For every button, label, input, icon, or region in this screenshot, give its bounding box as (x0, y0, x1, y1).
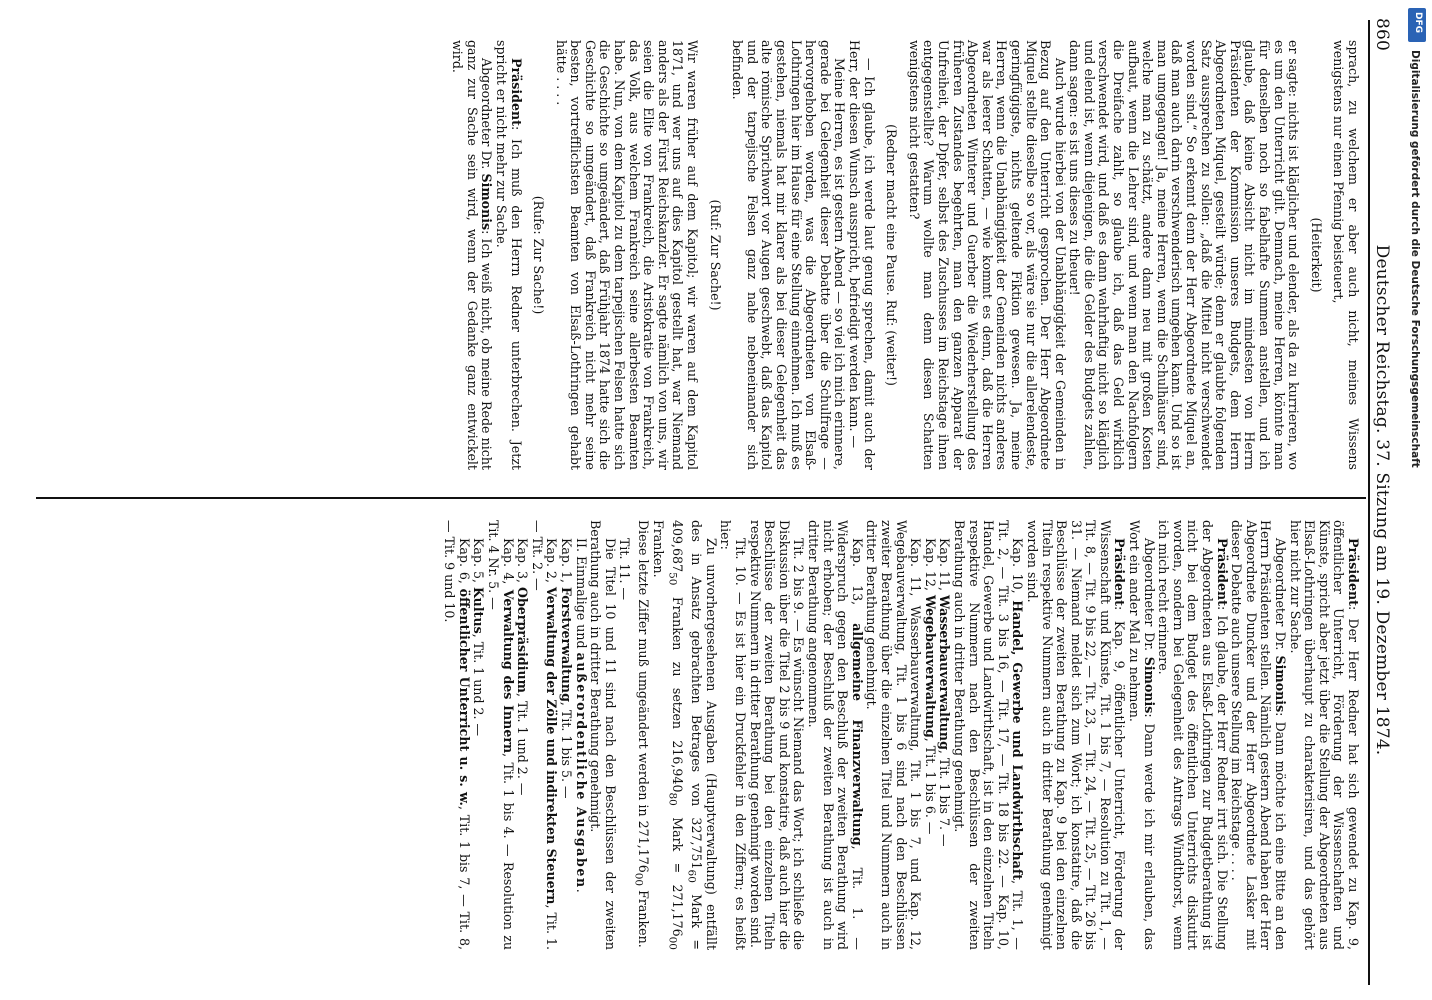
paragraph: sprach, zu welchem er aber auch nicht, meines Wissens wenigstens nur einen Pfennig beisteuert, (1331, 40, 1361, 470)
page-number: 860 (1372, 18, 1392, 52)
paragraph: Präsident: Ich muß den Herrn Redner unterbrechen. Jetzt spricht er nicht mehr zur Sache. (493, 40, 524, 470)
column-divider (36, 497, 1366, 499)
paragraph: Tit. 10. — Es ist hier ein Druckfehler in den Ziffern; es heißt hier: (718, 520, 749, 950)
paragraph: (Redner macht eine Pause. Ruf: (weiter!) (884, 124, 900, 386)
right-column (442, 520, 1360, 950)
paragraph: II. Einmalige und außerordentliche Ausgaben. (573, 538, 589, 893)
paragraph: Kap. 12, Wegebauverwaltung, Tit. 1 bis 6. — (922, 538, 938, 835)
paragraph: Kap. 3, Oberpräsidium, Tit. 1 und 2. — (515, 538, 531, 796)
paragraph: (Ruf: Zur Sache!) (707, 199, 723, 311)
paragraph: — Ich glaube, ich werde laut genug sprechen, damit auch der Herr, der diesen Wunsch ausspricht, befriedigt werden kann. — (847, 40, 877, 470)
paragraph: Kap. 6, öffentlicher Unterricht u. s. w., Tit. 1 bis 7, — Tit. 8, — Tit. 9 und 10. (442, 520, 472, 950)
header-rule (1368, 20, 1370, 985)
paragraph: Präsident: Ich glaube, der Herr Redner irrt sich. Die Stellung der Abgeordneten aus Elsaß-Lothringen zur Budgetberathung ist nicht bei dem Budget des öffentlichen Unterrichts diskutirt worden, sondern bei Gelegenheit des Antrags Windthorst, wenn ich mich recht erinnere. (1156, 520, 1230, 950)
paragraph: Präsident: Kap. 9, öffentlicher Unterricht, Förderung der Wissenschaft und Künste, Tit. 1 bis 7, — Resolution zu Tit. 1, — Tit. 8, — Tit. 9 bis 22, — Tit. 23, — Tit. 24, — Tit. 25, — Tit. 26 bis 31. — Niemand meldet sich zum Wort; ich konstatire, daß die Beschlüsse der zweiten Berathung zu Kap. 9 bei den einzelnen Titeln respektive Nummern auch in dritter Berathung genehmigt worden sind. (1024, 520, 1128, 950)
paragraph: (Rufe: Zur Sache!) (531, 195, 547, 315)
paragraph: Zu unvorhergesehenen Ausgaben (Hauptverwaltung) entfällt des in Ansatz gebrachten Betrages von $327,751_{60}$ Mark = $409,687_{50}$ Franken zu setzen $216,940_{80}$ Mark = $271,176_{00}$ Franken. (651, 520, 719, 950)
paragraph: Kap. 13, allgemeine Finanzverwaltung, Tit. 1. — Widerspruch gegen den Beschluß der zweiten Berathung wird nicht erhoben; der Beschluß der zweiten Berathung ist auch in dritter Berathung angenommen. (806, 520, 865, 950)
paragraph: Abgeordneter Dr. Simonis: Dann werde ich mir erlauben, das Wort ein ander Mal zu nehmen. (1127, 520, 1157, 950)
paragraph: Kap. 5, Kultus, Tit. 1 und 2. — (471, 538, 487, 737)
paragraph: Präsident: Der Herr Redner hat sich gewendet zu Kap. 9, öffentlicher Unterricht, Förderung der Wissenschaften und Künste, spricht aber jetzt über die Stellung der Abgeordneten aus Elsaß-Lothringen überhaupt zu charakterisiren, und das gehört hier nicht zur Sache. (1287, 520, 1361, 950)
paragraph: (Heiterkeit) (1308, 217, 1324, 293)
paragraph: Abgeordneter Dr. Simonis: Dann möchte ich eine Bitte an den Herrn Präsidenten stellen. Nämlich gestern Abend haben der Herr Abgeordnete Duncker und der Herr Abgeordnete Lasker mit dieser Debatte auch unsere Stellung im Reichstage . . . . (1229, 520, 1289, 950)
paragraph: Kap. 11, Wasserbauverwaltung, Tit. 1 bis 7. — (937, 538, 953, 847)
paragraph: Abgeordneter Dr. Simonis: Ich weiß nicht, ob meine Rede nicht ganz zur Sache sein wird, wenn der Gedanke ganz entwickelt wird. (450, 40, 495, 470)
dfg-logo-text: DFG (1413, 12, 1423, 34)
paragraph: Kap. 1, Forstverwaltung, Tit. 1 bis 5. — (558, 538, 574, 799)
digitization-credit-text: Digitalisierung gefördert durch die Deutsche Forschungsgemeinschaft (1409, 50, 1421, 468)
paragraph: Kap. 10, Handel, Gewerbe und Landwirthschaft, Tit. 1, — Tit. 2, — Tit. 3 bis 16, — Tit. 17, — Tit. 18 bis 22. — Kap. 10, Handel, Gewerbe und Landwirthschaft, ist in den einzelnen Titeln respektive Nummern nach den Beschlüssen der zweiten Berathung auch in dritter Berathung genehmigt. (951, 520, 1026, 950)
paragraph: Tit. 2 bis 9. — Es wünscht Niemand das Wort; ich schließe die Diskussion über die Titel 2 bis 9 und konstatire, daß auch hier die Beschlüsse der zweiten Berathung bei den einzelnen Titeln respektive Nummern in dritter Berathung genehmigt worden sind. (747, 520, 807, 950)
paragraph: Wir waren früher auf dem Kapitol; wir waren auf dem Kapitol 1871, und wer uns auf dies Kapitol gestellt hat, war Niemand anders als der Fürst Reichskanzler. Er sagte nämlich von uns, wir seien die Elite von Frankreich, die Aristokratie von Frankreich, das Volk, aus welchem Frankreich seine allerbesten Beamten habe. Nun, von dem Kapitol zu dem tarpejischen Felsen hatte sich die Geschichte so umgeändert, daß Frühjahr 1874 hatte sich die Geschichte so umgeändert, daß Frankreich nicht mehr seine besten, vortrefflichsten Beamten von Elsaß-Lothringen gehabt hätte . . . . (553, 40, 701, 470)
left-column (450, 40, 1360, 470)
paragraph: Kap. 2, Verwaltung der Zölle und indirekten Steuern, Tit. 1. — Tit. 2. — (529, 520, 560, 950)
paragraph: Kap. 4, Verwaltung des Innern, Tit. 1 bis 4. — Resolution zu Tit. 4 Nr. 5. — (486, 520, 516, 950)
paragraph: Meine Herren, es ist gestern Abend — so viel ich mich erinnere, gerade bei Gelegenheit dieser Debatte über die Schulfrage — hervorgehoben worden, was die Abgeordneten von Elsaß-Lothringen hier im Hause für eine Stellung einnehmen. Ich muß es gestehen, niemals hat mir klarer als bei dieser Gelegenheit das alte römische Sprichwort vor Augen geschwebt, daß das Kapitol und der tarpejische Felsen ganz nahe nebeneinander sich befinden. (730, 40, 848, 470)
digitization-credit (1405, 0, 1425, 1000)
paragraph: Die Titel 10 und 11 sind nach den Beschlüssen der zweiten Berathung auch in dritter Berathung genehmigt. (588, 520, 618, 950)
paragraph: Tit. 11. — (617, 538, 633, 601)
paragraph: Auch wurde hierbei von der Unabhängigkeit der Gemeinden in Bezug auf den Unterricht gesprochen. Der Herr Abgeordnete Miquel stellte dieselbe so vor, als wäre sie nur die allerelendeste, geringfügigste, nichts geltende Fiktion gewesen. Ja, meine Herren, wenn die Unabhängigkeit der Gemeinden nichts anderes war als leerer Schatten, — wie kommt es denn, daß die Herren Abgeordneten Winterer und Guerber die Wiederherstellung des früheren Zustandes begehrten, man den ganzen Apparat der Unfreiheit, der Dpfer, selbst des Zuschusses im Reichstage ihnen entgegenstellte? Warum wollte man denn diesen Schatten wenigstens nicht gestatten? (906, 40, 1068, 470)
paragraph: Kap. 11, Wasserbauverwaltung, Tit. 1 bis 7, und Kap. 12, Wegebauverwaltung, Tit. 1 bis 6 sind nach den Beschlüssen zweiter Berathung über die einzelnen Titel und Nummern auch in dritter Berathung genehmigt. (864, 520, 924, 950)
paragraph: Diese letzte Ziffer muß umgeändert werden in $271,176_{00}$ Franken. (632, 520, 652, 948)
paragraph: er sagte: nichts ist kläglicher und elender, als da zu kurrieren, wo es um den Unterricht gilt. Demnach, meine Herren, könnte man für denselben noch so fabelhafte Summen anstellen, und ich glaube, daß keine Absicht nicht im mindesten von Herrn Präsidenten der Kommission unseres Budgets, dem Herrn Abgeordneten Miquel, gesteilt würde; denn er glaubte folgenden Satz aussprechen zu sollen: „daß die Mittel nicht verschwendet worden sind.“ So erkennt denn der Herr Abgeordnete Miquel an, daß man auch darin verschwenderisch umgehen kann. Und so ist man umgegangen! Ja, meine Herren, wenn die Schulhäuser sind, welche man zu schätzt, andere dann neu mit großen Kosten aufbaut, wenn die Lehrer sind, und wenn man den Nachfolgern die Dreifache zahlt, so glaube ich, daß das Geld wirklich verschwendet wird, und daß es dann wahrhaftig nicht so kläglich und elend ist, wenn diejenigen, die die Gelder des Budgets zahlen, dann sagen: es ist uns dieses zu theuer! (1067, 40, 1302, 470)
running-title: Deutscher Reichstag. 37. Sitzung am 19. Dezember 1874. (1372, 244, 1392, 756)
